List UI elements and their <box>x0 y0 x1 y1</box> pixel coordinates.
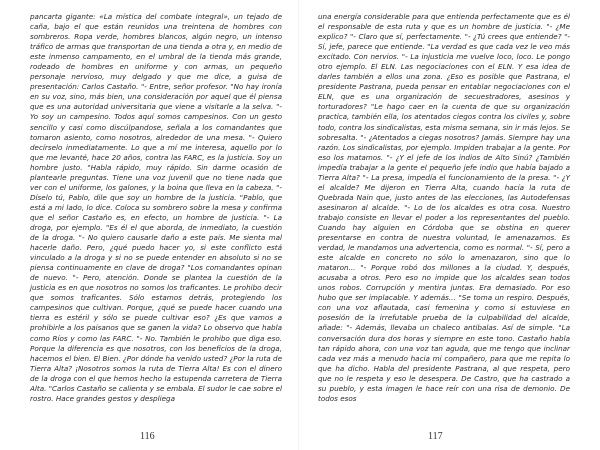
left-page-number: 116 <box>140 431 155 442</box>
right-page-number: 117 <box>428 431 443 442</box>
left-page-text: pancarta gigante: «La mística del combate integral», un tejado de caña, bajo el que están reunidos una treintena de hombres con sombreros. Ropa verde, hombres blancos, algún negro, un intenso tráfico de armas que transportan de una tienda a otra y, en medio de este inmenso campamento, en el umbral de la tienda más grande, rodeado de hombres en uniforme y con armas, un pequeño personaje nervioso, muy delgado y que me dice, a guisa de presentación: Carlos Castaño. "- Entre, señor profesor. "No hay ironía en su voz, sino, más bien, una consideración por aquel que él piensa que es una autoridad universitaria que viene a visitarle a la selva. "- Yo soy un campesino. Todos aquí somos campesinos. Con un gesto sencillo y casi como discúlpandose, señala a los comandantes que tomaron asiento, como nosotros, alrededor de una mesa. "- Quiero decírselo inmediatamente. Lo que a mí me interesa, aquello por lo que me levanté, hace 20 años, contra las FARC, es la justicia. Soy un hombre justo. "Habla rápido, muy rápido. Sin darme ocasión de plantearle preguntas. Tiene una voz juvenil que no tiene nada que ver con el uniforme, los galones, y la boina que lleva en la cabeza. "- Díselo tú, Pablo, dile que soy un hombre de la justicia. "Pablo, que está a mi lado, lo dice. Coloca su sombrero sobre la mesa y confirma que el señor Castaño es, en efecto, un hombre de justicia. "- La droga, por ejemplo. "Es él el que aborda, de inmediato, la cuestión de la droga. "- No quiero causarle daño a este país. Me sienta mal hacerle daño. Pero, ¿qué puedo hacer yo, si este conflicto está vinculado a la droga y si no se puede entender en absoluto si no se piensa continuamente en clave de droga? "Los comandantes opinan de nuevo. "- Pero, atención. Donde se plantea la cuestión de la justicia es en que nosotros no somos los traficantes. Le prohibo decir que somos traficantes. Sólo estamos detrás, protegiendo los campesinos que cultivan. Porque, ¿qué se puede hacer cuando una tierra es estéril y sólo se puede cultivar eso? ¿Es que vamos a prohibirle a los paisanos que se ganen la vida? Lo observo que habla como Ríos y como las FARC. "- No. También le prohibo que diga eso. Porque la diferencia es que nosotros, con los beneficios de la droga, hacemos el bien. El Bien. ¿Por dónde ha venido usted? ¿Por la ruta de Tierra Alta? ¡Nosotros somos la ruta de Tierra Alta! Es con el dinero de la droga con el que hemos hecho la estupenda carretera de Tierra Alta. "Carlos Castaño se calienta y se embala. El sudor le cae sobre el rostro. Hace grandes gestos y despliega <box>30 12 282 403</box>
right-page-text: una energía considerable para que entienda perfectamente que es él el responsable de esta ruta y que es un hombre de justicia. "- ¿Me explico? "- Claro que sí, perfectamente. "- ¿Tú crees que entiende? "- Sí, jefe, parece que entiende. "La verdad es que cada vez le veo más excitado. Con nervios. "- La injusticia me vuelve loco, loco. Le pongo otro ejemplo. El ELN. Las negociaciones con el ELN. Y esa idea de darles también a ellos una zona. ¿Eso es posible que Pastrana, el presidente Pastrana, pueda pensar en entablar negociaciones con el ELN, que es una organización de secuestradores, asesinos y torturadores? "Le hago caer en la cuenta de que su organización practica, también ella, los atentados ciegos contra los civiles y, sobre todo, contra los sindicalistas, esta misma semana, sin ir más lejos. Se sobresalta. "- ¿Atentados a ciegas nosotros? Jamás. Siempre hay una razón. Los sindicalistas, por ejemplo. Impiden trabajar a la gente. Por eso los matamos. "- ¿Y el jefe de los indios de Alto Sinú? ¿También impedía trabajar a la gente el pequeño jefe indio que había bajado a Tierra Alta? "- La presa, impedía el funcionamiento de la presa. "- ¿Y el alcalde? Me dijeron en Tierra Alta, cuando hacía la ruta de Quebrada Nain que, justo antes de las elecciones, las Autodefensas asesinaron al alcalde. "- Lo de los alcaldes es otra cosa. Nuestro trabajo consiste en llevar el poder a los representantes del pueblo. Cuando hay alguien en Córdoba que se obstina en querer presentarse en contra de nuestra voluntad, le amenazamos. Es verdad, le mandamos una advertencia, como es normal. "- Sí, pero a este alcalde en concreto no sólo lo amenazaron, sino que lo mataron... "- Porque robó dos millones a la ciudad. Y, después, acusaba a otros. Pero eso no impide que los alcaldes sean todos unos robos. Corrupción y mentira juntas. Era demasiado. Por eso hubo que ser implacable. Y además... "Se toma un respiro. Después, con una voz aflautada, casi femenina y como si estuviese en posesión de la irrefutable prueba de la culpabilidad del alcalde, añade: "- Además, llevaba un chaleco antibalas. Así de simple. "La conversación dura dos horas y siempre en este tono. Castaño habla tan rápido ahora, con una voz tan aguda, que me tengo que inclinar cada vez más a menudo hacia mi compañero, para que me repita lo que ha dicho. Habla del presidente Pastrana, al que respeta, pero que no le respeta y eso le desespera. De Castro, que ha castrado a su pueblo, y esta imagen le hace reír con una risa de demonio. De todos esos <box>318 12 570 403</box>
book-gutter <box>298 0 300 450</box>
